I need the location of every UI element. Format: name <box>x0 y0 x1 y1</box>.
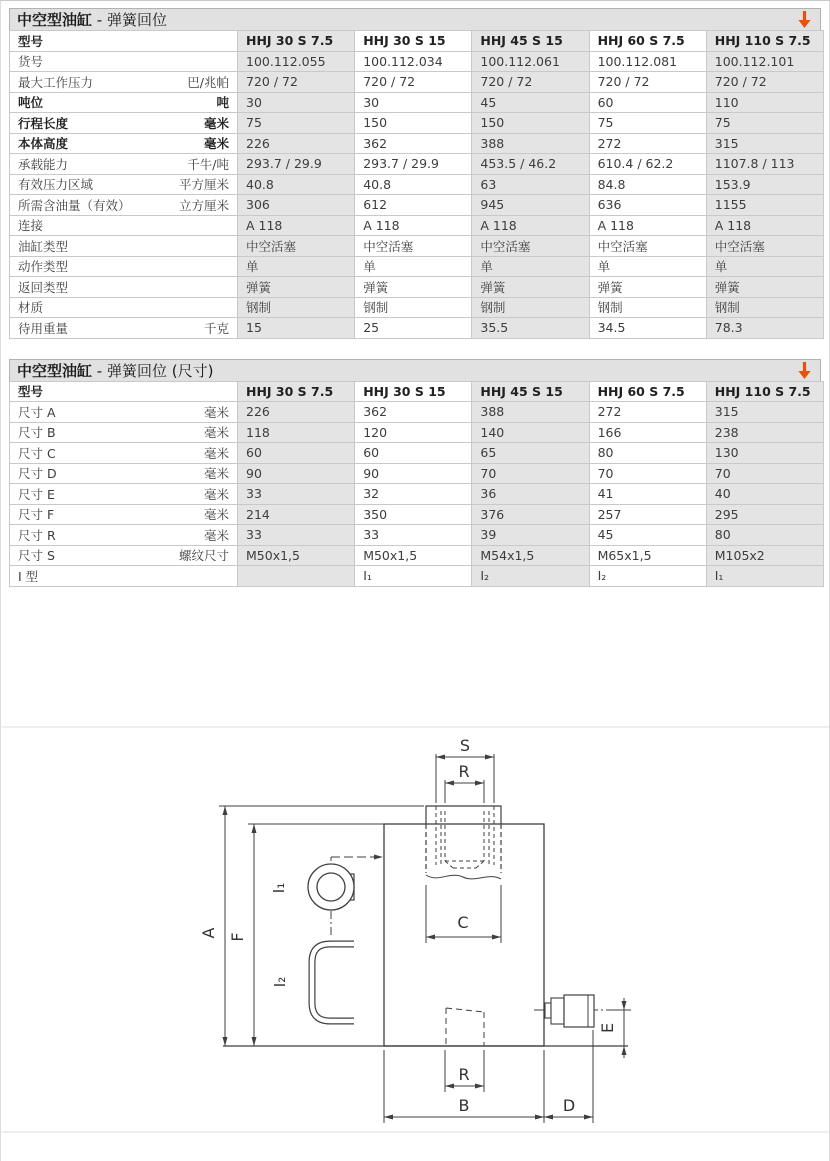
spec-value-cell: 153.9 <box>706 174 823 195</box>
threaded-collar <box>426 806 501 879</box>
spec-value-cell: 单 <box>472 256 589 277</box>
spec-value-cell: 40.8 <box>238 174 355 195</box>
row-label-cell <box>10 566 238 587</box>
spec-value-cell: 100.112.081 <box>589 51 706 72</box>
spec-value-cell: 35.5 <box>472 318 589 339</box>
spec-row <box>10 133 824 154</box>
spec-value-cell: 钢制 <box>589 297 706 318</box>
spec-value-cell: 钢制 <box>472 297 589 318</box>
spec-value-cell: 41 <box>589 484 706 505</box>
spec-value-cell: 40 <box>706 484 823 505</box>
row-label-cell <box>10 154 238 175</box>
row-label-cell <box>10 256 238 277</box>
spec-value-cell: 376 <box>472 504 589 525</box>
row-label-cell <box>10 277 238 298</box>
spec-value-cell: 453.5 / 46.2 <box>472 154 589 175</box>
dimensions-section-header <box>9 359 821 382</box>
spec-row <box>10 443 824 464</box>
spec-value-cell: 720 / 72 <box>472 72 589 93</box>
dim-label-f: F <box>228 931 247 942</box>
cylinder-body-outline <box>384 824 544 1046</box>
row-label-cell <box>10 504 238 525</box>
model-column-header: HHJ 30 S 7.5 <box>238 31 355 52</box>
spec-value-cell: M105x2 <box>706 545 823 566</box>
spec-value-cell: 75 <box>706 113 823 134</box>
dim-label-e: E <box>598 1022 617 1033</box>
spec-value-cell: 33 <box>238 484 355 505</box>
spec-value-cell: 720 / 72 <box>238 72 355 93</box>
model-column-header: HHJ 30 S 15 <box>355 31 472 52</box>
spec-value-cell: 130 <box>706 443 823 464</box>
spec-value-cell: 75 <box>238 113 355 134</box>
model-column-header: HHJ 110 S 7.5 <box>706 31 823 52</box>
spec-value-cell: 65 <box>472 443 589 464</box>
row-unit: 毫米 <box>203 425 229 441</box>
spec-value-cell: 90 <box>238 463 355 484</box>
spec-value-cell: 中空活塞 <box>355 236 472 257</box>
spec-value-cell: 226 <box>238 133 355 154</box>
row-unit: 平方厘米 <box>178 177 229 193</box>
spec-row <box>10 72 824 93</box>
spec-value-cell: 60 <box>355 443 472 464</box>
spec-value-cell: M50x1,5 <box>238 545 355 566</box>
spec-value-cell: 单 <box>238 256 355 277</box>
port-fitting <box>534 995 608 1027</box>
spec-value-cell: 弹簧 <box>472 277 589 298</box>
row-label: 材质 <box>18 300 44 316</box>
row-label-cell <box>10 484 238 505</box>
spec-value-cell: 118 <box>238 422 355 443</box>
spec-table <box>9 30 824 339</box>
spec-value-cell: A 118 <box>472 215 589 236</box>
spec-value-cell: 25 <box>355 318 472 339</box>
spec-value-cell: 257 <box>589 504 706 525</box>
spec-row <box>10 504 824 525</box>
spec-value-cell: 中空活塞 <box>472 236 589 257</box>
spec-section-title <box>17 9 167 30</box>
spec-value-cell: 30 <box>355 92 472 113</box>
row-label-cell <box>10 133 238 154</box>
model-column-header: HHJ 30 S 7.5 <box>238 381 355 402</box>
spec-section-header <box>9 8 821 31</box>
spec-value-cell: 90 <box>355 463 472 484</box>
spec-row <box>10 402 824 423</box>
spec-value-cell: 34.5 <box>589 318 706 339</box>
spec-value-cell: 60 <box>589 92 706 113</box>
row-label: 最大工作压力 <box>18 74 94 90</box>
spec-value-cell: 39 <box>472 525 589 546</box>
row-unit: 千牛/吨 <box>187 156 229 172</box>
dimension-a <box>219 806 424 1046</box>
spec-value-cell: 293.7 / 29.9 <box>238 154 355 175</box>
row-label: 尺寸 E <box>18 486 55 502</box>
spec-row <box>10 566 824 587</box>
row-label-cell <box>10 174 238 195</box>
spec-value-cell: 1155 <box>706 195 823 216</box>
spec-value-cell: 84.8 <box>589 174 706 195</box>
row-unit: 毫米 <box>203 507 229 523</box>
dimension-b-d <box>384 1030 593 1123</box>
row-label-cell <box>10 297 238 318</box>
handle-accessory <box>312 944 354 1021</box>
spec-value-cell: I₁ <box>355 566 472 587</box>
spec-row <box>10 92 824 113</box>
spec-value-cell: 100.112.061 <box>472 51 589 72</box>
dim-label-a: A <box>199 927 218 938</box>
spec-value-cell: I₁ <box>706 566 823 587</box>
row-label: 油缸类型 <box>18 238 69 254</box>
row-unit: 毫米 <box>203 115 229 131</box>
spec-value-cell: 75 <box>589 113 706 134</box>
spec-row <box>10 545 824 566</box>
row-label-cell <box>10 318 238 339</box>
spec-value-cell: 45 <box>472 92 589 113</box>
row-label-cell <box>10 422 238 443</box>
dim-label-r-bottom: R <box>458 1064 470 1084</box>
row-label: 尺寸 C <box>18 445 56 461</box>
spec-value-cell: 272 <box>589 402 706 423</box>
spec-row <box>10 215 824 236</box>
row-label: 待用重量 <box>18 320 69 336</box>
spec-value-cell: 78.3 <box>706 318 823 339</box>
row-label-cell <box>10 92 238 113</box>
spec-row <box>10 113 824 134</box>
spec-value-cell: 214 <box>238 504 355 525</box>
row-label: 尺寸 F <box>18 507 55 523</box>
spec-value-cell: 63 <box>472 174 589 195</box>
row-label-cell <box>10 525 238 546</box>
row-unit: 巴/兆帕 <box>187 74 229 90</box>
spec-value-cell: 33 <box>238 525 355 546</box>
spec-value-cell: 单 <box>589 256 706 277</box>
row-label-cell <box>10 545 238 566</box>
spec-value-cell: 中空活塞 <box>589 236 706 257</box>
technical-drawing <box>1 715 829 1140</box>
row-label: 本体高度 <box>18 136 69 152</box>
spec-row <box>10 174 824 195</box>
row-unit: 毫米 <box>203 136 229 152</box>
row-label: 尺寸 D <box>18 466 57 482</box>
row-label-cell <box>10 195 238 216</box>
model-column-header: HHJ 45 S 15 <box>472 31 589 52</box>
spec-value-cell: A 118 <box>589 215 706 236</box>
spec-row <box>10 51 824 72</box>
row-label-cell <box>10 443 238 464</box>
spec-value-cell: 720 / 72 <box>355 72 472 93</box>
spec-value-cell: 272 <box>589 133 706 154</box>
spec-row <box>10 154 824 175</box>
spec-value-cell <box>238 566 355 587</box>
row-label: 返回类型 <box>18 279 69 295</box>
spec-value-cell: 单 <box>706 256 823 277</box>
spec-value-cell: 15 <box>238 318 355 339</box>
model-header-label: 型号 <box>10 381 238 402</box>
spec-value-cell: 弹簧 <box>589 277 706 298</box>
dimensions-section <box>9 359 821 587</box>
dim-label-c: C <box>457 912 469 932</box>
row-unit: 毫米 <box>203 486 229 502</box>
row-label-cell <box>10 51 238 72</box>
jump-down-arrow-icon[interactable] <box>796 10 813 29</box>
row-label-cell <box>10 72 238 93</box>
row-label-cell <box>10 402 238 423</box>
model-header-row <box>10 381 824 402</box>
section-title-product: 中空型油缸 <box>17 11 93 29</box>
row-unit: 千克 <box>203 320 229 336</box>
model-column-header: HHJ 110 S 7.5 <box>706 381 823 402</box>
row-label: 行程长度 <box>18 115 69 131</box>
spec-value-cell: 70 <box>472 463 589 484</box>
row-label-cell <box>10 215 238 236</box>
spec-value-cell: 945 <box>472 195 589 216</box>
spec-value-cell: A 118 <box>706 215 823 236</box>
spec-value-cell: 单 <box>355 256 472 277</box>
jump-down-arrow-icon[interactable] <box>796 361 813 380</box>
spec-value-cell: 720 / 72 <box>589 72 706 93</box>
spec-value-cell: 720 / 72 <box>706 72 823 93</box>
model-header-label: 型号 <box>10 31 238 52</box>
spec-value-cell: 中空活塞 <box>706 236 823 257</box>
row-label: 承载能力 <box>18 156 69 172</box>
dim-label-r-top: R <box>458 761 470 781</box>
row-label: 所需含油量（有效） <box>18 197 131 213</box>
row-label: 尺寸 S <box>18 548 55 564</box>
spec-value-cell: M54x1,5 <box>472 545 589 566</box>
spec-value-cell: M50x1,5 <box>355 545 472 566</box>
dim-label-d: D <box>562 1095 576 1115</box>
spec-value-cell: 弹簧 <box>706 277 823 298</box>
row-unit: 毫米 <box>203 527 229 543</box>
spec-value-cell: 70 <box>589 463 706 484</box>
spec-row <box>10 525 824 546</box>
spec-value-cell: 弹簧 <box>355 277 472 298</box>
row-unit: 毫米 <box>203 466 229 482</box>
hidden-saddle-detail <box>446 1008 484 1046</box>
spec-value-cell: 140 <box>472 422 589 443</box>
row-label-cell <box>10 463 238 484</box>
spec-value-cell: 388 <box>472 133 589 154</box>
spec-row <box>10 236 824 257</box>
model-column-header: HHJ 60 S 7.5 <box>589 31 706 52</box>
section-title-product: 中空型油缸 <box>17 361 93 380</box>
spec-value-cell: I₂ <box>472 566 589 587</box>
spec-value-cell: 306 <box>238 195 355 216</box>
spec-value-cell: 362 <box>355 133 472 154</box>
spec-row <box>10 195 824 216</box>
spec-value-cell: 36 <box>472 484 589 505</box>
spec-value-cell: 110 <box>706 92 823 113</box>
dim-label-i1: I₁ <box>270 882 288 893</box>
spec-value-cell: 32 <box>355 484 472 505</box>
spec-value-cell: 100.112.055 <box>238 51 355 72</box>
spec-value-cell: 钢制 <box>706 297 823 318</box>
spec-value-cell: 636 <box>589 195 706 216</box>
spec-value-cell: M65x1,5 <box>589 545 706 566</box>
section-title-variant: - 弹簧回位 (尺寸) <box>92 361 214 380</box>
row-label: I 型 <box>18 568 39 584</box>
model-column-header: HHJ 45 S 15 <box>472 381 589 402</box>
row-label: 连接 <box>18 218 44 234</box>
spec-value-cell: 315 <box>706 402 823 423</box>
spec-row <box>10 484 824 505</box>
spec-value-cell: 40.8 <box>355 174 472 195</box>
spec-value-cell: 钢制 <box>355 297 472 318</box>
spec-row <box>10 463 824 484</box>
spec-value-cell: 120 <box>355 422 472 443</box>
row-label-cell <box>10 236 238 257</box>
section-title-variant: - 弹簧回位 <box>92 11 167 29</box>
spec-value-cell: 100.112.101 <box>706 51 823 72</box>
row-unit: 立方厘米 <box>178 197 229 213</box>
spec-row <box>10 277 824 298</box>
spec-section <box>9 1 821 339</box>
spec-value-cell: 70 <box>706 463 823 484</box>
spec-value-cell: 238 <box>706 422 823 443</box>
spec-value-cell: 45 <box>589 525 706 546</box>
dimensions-table <box>9 381 824 587</box>
row-unit: 螺纹尺寸 <box>178 548 229 564</box>
spec-value-cell: A 118 <box>355 215 472 236</box>
model-column-header: HHJ 60 S 7.5 <box>589 381 706 402</box>
spec-value-cell: 60 <box>238 443 355 464</box>
spec-value-cell: 80 <box>589 443 706 464</box>
row-label: 吨位 <box>18 95 44 111</box>
eyebolt-accessory <box>308 854 383 936</box>
spec-value-cell: 150 <box>355 113 472 134</box>
spec-value-cell: 80 <box>706 525 823 546</box>
spec-value-cell: 295 <box>706 504 823 525</box>
spec-value-cell: 1107.8 / 113 <box>706 154 823 175</box>
row-label: 尺寸 A <box>18 404 56 420</box>
spec-value-cell: 166 <box>589 422 706 443</box>
spec-row <box>10 318 824 339</box>
spec-row <box>10 297 824 318</box>
model-column-header: HHJ 30 S 15 <box>355 381 472 402</box>
section-divider-rules <box>2 727 830 1132</box>
dimension-r-top <box>445 780 484 803</box>
row-label: 动作类型 <box>18 259 69 275</box>
spec-value-cell: 226 <box>238 402 355 423</box>
spec-value-cell: 362 <box>355 402 472 423</box>
spec-value-cell: A 118 <box>238 215 355 236</box>
row-label: 货号 <box>18 54 44 70</box>
row-label-cell <box>10 113 238 134</box>
spec-value-cell: 中空活塞 <box>238 236 355 257</box>
row-label: 有效压力区域 <box>18 177 94 193</box>
dim-label-s: S <box>459 735 471 755</box>
spec-value-cell: 钢制 <box>238 297 355 318</box>
spec-value-cell: 33 <box>355 525 472 546</box>
spec-value-cell: 350 <box>355 504 472 525</box>
row-unit: 毫米 <box>203 404 229 420</box>
spec-value-cell: I₂ <box>589 566 706 587</box>
row-unit: 吨 <box>216 95 229 111</box>
model-header-row <box>10 31 824 52</box>
spec-row <box>10 256 824 277</box>
cylinder-dimension-drawing <box>1 715 830 1136</box>
spec-value-cell: 293.7 / 29.9 <box>355 154 472 175</box>
spec-value-cell: 150 <box>472 113 589 134</box>
spec-value-cell: 610.4 / 62.2 <box>589 154 706 175</box>
dim-label-b: B <box>458 1095 470 1115</box>
spec-value-cell: 315 <box>706 133 823 154</box>
row-unit: 毫米 <box>203 445 229 461</box>
spec-value-cell: 弹簧 <box>238 277 355 298</box>
spec-value-cell: 100.112.034 <box>355 51 472 72</box>
spec-value-cell: 612 <box>355 195 472 216</box>
spec-value-cell: 388 <box>472 402 589 423</box>
spec-row <box>10 422 824 443</box>
dimensions-section-title <box>17 360 213 381</box>
spec-value-cell: 30 <box>238 92 355 113</box>
row-label: 尺寸 B <box>18 425 56 441</box>
dim-label-i2: I₂ <box>271 976 289 987</box>
row-label: 尺寸 R <box>18 527 56 543</box>
